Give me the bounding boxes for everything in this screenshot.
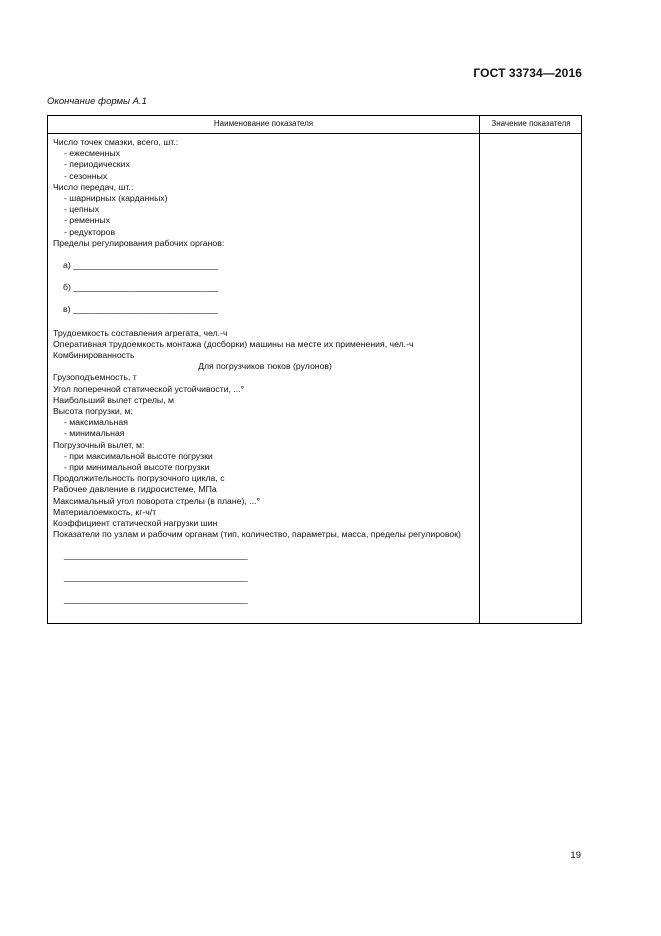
indicators-table [47, 115, 582, 624]
indicator-row: Погрузочный вылет, м: [53, 439, 145, 450]
indicator-row: - максимальная [64, 417, 128, 428]
indicator-row: - ежесменных [64, 148, 121, 159]
blank-line: в) ______________________________ [63, 304, 218, 315]
indicator-row: Трудоемкость составления агрегата, чел.-ч [53, 327, 228, 338]
indicator-row: Высота погрузки, м: [53, 406, 133, 417]
indicator-row: Пределы регулирования рабочих органов: [53, 237, 225, 248]
indicator-list [53, 137, 477, 605]
indicator-row: - цепных [64, 204, 100, 215]
indicator-row: - минимальная [64, 428, 125, 439]
blank-line: ______________________________________ [64, 571, 248, 582]
document-code: ГОСТ 33734—2016 [473, 66, 582, 80]
indicator-row: Грузоподъемность, т [53, 372, 137, 383]
column-header-name: Наименование показателя [213, 119, 314, 128]
indicator-row: Комбинированность [53, 350, 135, 361]
indicator-row: - периодических [64, 159, 130, 170]
indicator-row: Рабочее давление в гидросистеме, МПа [53, 484, 217, 495]
indicator-row: Материалоемкость, кг-ч/т [53, 506, 157, 517]
indicator-row: - ременных [64, 215, 110, 226]
indicator-row: Наибольший вылет стрелы, м [53, 394, 174, 405]
indicator-row: Число точек смазки, всего, шт.: [53, 137, 179, 147]
indicator-row: - при минимальной высоте погрузки [64, 462, 210, 473]
section-heading: Для погрузчиков тюков (рулонов) [198, 361, 332, 372]
indicator-row: Число передач, шт.: [53, 181, 134, 192]
form-caption: Окончание формы А.1 [47, 96, 147, 107]
indicator-row: Продолжительность погрузочного цикла, с [53, 473, 225, 484]
blank-line: ______________________________________ [64, 593, 248, 604]
blank-line: б) ______________________________ [63, 282, 219, 293]
page-number: 19 [570, 850, 581, 861]
blank-line: а) ______________________________ [63, 260, 219, 271]
indicator-row: - сезонных [64, 170, 108, 181]
blank-line: ______________________________________ [64, 549, 248, 560]
header-divider [48, 133, 581, 134]
column-header-value: Значение показателя [491, 119, 571, 128]
indicator-row: Оперативная трудоемкость монтажа (досборки) машины на месте их применения, чел.-ч [53, 338, 414, 349]
indicator-row: Максимальный угол поворота стрелы (в плане), ...° [53, 495, 260, 506]
indicator-row: - при максимальной высоте погрузки [64, 450, 213, 461]
indicator-row: Коэффициент статической нагрузки шин [53, 518, 218, 529]
indicator-row: - редукторов [64, 226, 116, 237]
indicator-row: Показатели по узлам и рабочим органам (тип, количество, параметры, масса, пределы регулировок) [53, 529, 461, 540]
indicator-row: Угол поперечной статической устойчивости, ...° [53, 383, 245, 394]
column-divider [479, 116, 480, 623]
indicator-row: - шарнирных (карданных) [64, 193, 168, 204]
